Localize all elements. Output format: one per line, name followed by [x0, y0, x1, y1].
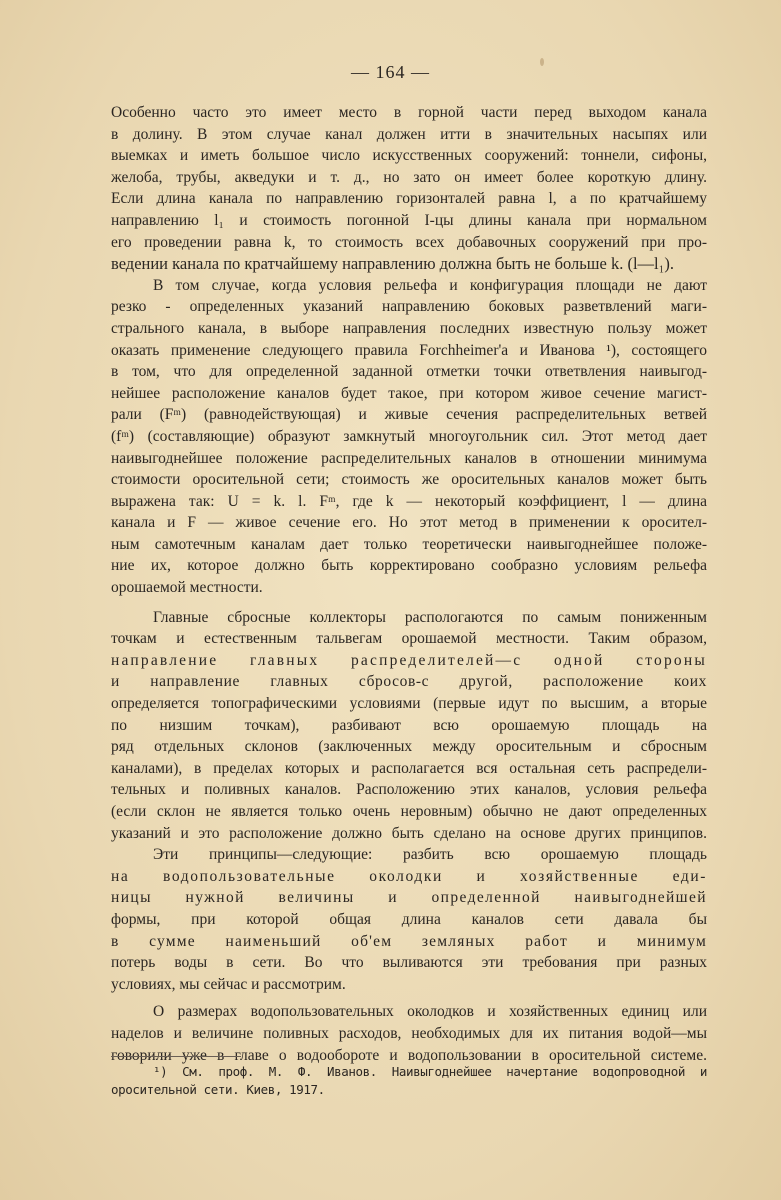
text-line: тельных и поливных каналов. Расположению этих каналов, условия рельефа [111, 781, 707, 799]
text-line: выражена так: U = k. l. Fᵐ, где k — некоторый коэффициент, l — длина [111, 492, 707, 510]
text-line: наделов и величине поливных расходов, необходимых для их питания водой—мы [111, 1024, 707, 1042]
page-number: — 164 — [351, 62, 430, 82]
text-line: на водопользовательные околодки и хозяйственные еди- [111, 867, 707, 885]
text-line: потерь воды в сети. Во что выливаются эти требования при разных [111, 954, 707, 972]
text-line: ряд отдельных склонов (заключенных между оросительным и сбросным [111, 738, 707, 756]
text-line: его проведении равна k, то стоимость всех добавочных сооружений при про- [111, 233, 707, 251]
text-line: выемках и иметь большое число искусственных сооружений: тоннели, сифоны, [111, 147, 707, 165]
text-line: орошаемой местности. [111, 579, 263, 597]
text-line: канала и F — живое сечение его. Но этот метод в применении к оросител- [111, 514, 707, 532]
text-line: Особенно часто это имеет место в горной части перед выходом канала [111, 104, 707, 121]
text-line: В том случае, когда условия рельефа и конфигурация площади не дают [153, 276, 707, 294]
paragraph-3 [111, 607, 707, 845]
footnote-line: ¹) См. проф. М. Ф. Иванов. Наивыгоднейшее начертание водопроводной и [153, 1064, 707, 1079]
footnote [111, 1063, 707, 1099]
text-line: нейшее расположение каналов будет такое, при котором живое сечение магист- [111, 384, 707, 402]
text-line: Эти принципы—следующие: разбить всю орошаемую площадь [153, 846, 707, 864]
text-line: Если длина канала по направлению горизонталей равна l, а по кратчайшему [111, 190, 707, 208]
text-line: оказать применение следующего правила Forchheimer'а и Иванова ¹), состоящего [111, 341, 707, 359]
text-line: наивыгоднейшее положение распределительных каналов в отношении минимума [111, 449, 707, 467]
text-line: каналами), в пределах которых и располагается вся остальная сеть распредели- [111, 759, 707, 777]
text-line: формы, при которой общая длина каналов сети давала бы [111, 910, 707, 928]
text-line: (fᵐ) (составляющие) образуют замкнутый многоугольник сил. Этот метод дает [111, 427, 707, 445]
text-line: указаний и это расположение должно быть сделано на основе других принципов. [111, 824, 707, 842]
text-line: стоимости оросительной сети; стоимость же оросительных каналов может быть [111, 471, 707, 489]
text-line: О размерах водопользовательных околодков и хозяйственных единиц или [153, 1003, 707, 1021]
text-line: определяется топографическими условиями (первые идут по высшим, а вторые [111, 695, 707, 713]
text-line: в сумме наименьший об'ем земляных работ и минимум [111, 932, 707, 950]
text-line: желоба, трубы, акведуки и т. д., но зато он имеет более короткую длину. [111, 168, 707, 186]
text-line: в том, что для определенной заданной отметки точки ответвления наивыгод- [111, 363, 707, 381]
paragraph-1 [111, 102, 707, 275]
text-line: в долину. В этом случае канал должен итти в значительных насыпях или [111, 125, 707, 143]
footnote-line: оросительной сети. Киев, 1917. [111, 1082, 325, 1097]
text-line: ным самотечным каналам дает только теоретически наивыгоднейшее положе- [111, 535, 707, 553]
text-line: направлению l₁ и стоимость погонной I-цы длины канала при нормальном [111, 211, 707, 229]
text-line: Главные сбросные коллекторы распологаются по самым пониженным [153, 608, 707, 626]
text-line: по низшим точкам), разбивают всю орошаемую площадь на [111, 716, 707, 734]
body-text [111, 102, 707, 1066]
text-line: ницы нужной величины и определенной наивыгоднейшей [111, 889, 707, 907]
text-line: ведении канала по кратчайшему направлению должна быть не больше k. (l—l₁). [111, 254, 674, 274]
text-line: точкам и естественным тальвегам орошаемой местности. Таким образом, [111, 630, 707, 648]
paragraph-2 [111, 275, 707, 599]
text-line: говорили уже в главе о водообороте и водопользовании в оросительной системе. [111, 1046, 707, 1064]
footnote-divider [111, 1056, 241, 1057]
text-line: направление главных распределителей—с одной стороны [111, 651, 707, 669]
text-line: резко - определенных указаний направлению боковых разветвлений маги- [111, 298, 707, 316]
text-line: стрального канала, в выборе направления последних известную пользу может [111, 319, 707, 337]
paragraph-4 [111, 844, 707, 995]
text-line: ние их, которое должно быть корректировано сообразно условиям рельефа [111, 557, 707, 575]
text-line: условиях, мы сейчас и рассмотрим. [111, 975, 346, 993]
text-line: (если склон не является только очень неровным) обычно не дают определенных [111, 803, 707, 820]
text-line: и направление главных сбросов-с другой, расположение коих [111, 673, 707, 691]
paper-stain [540, 58, 544, 66]
text-line: рали (Fᵐ) (равнодействующая) и живые сечения распределительных ветвей [111, 406, 707, 424]
